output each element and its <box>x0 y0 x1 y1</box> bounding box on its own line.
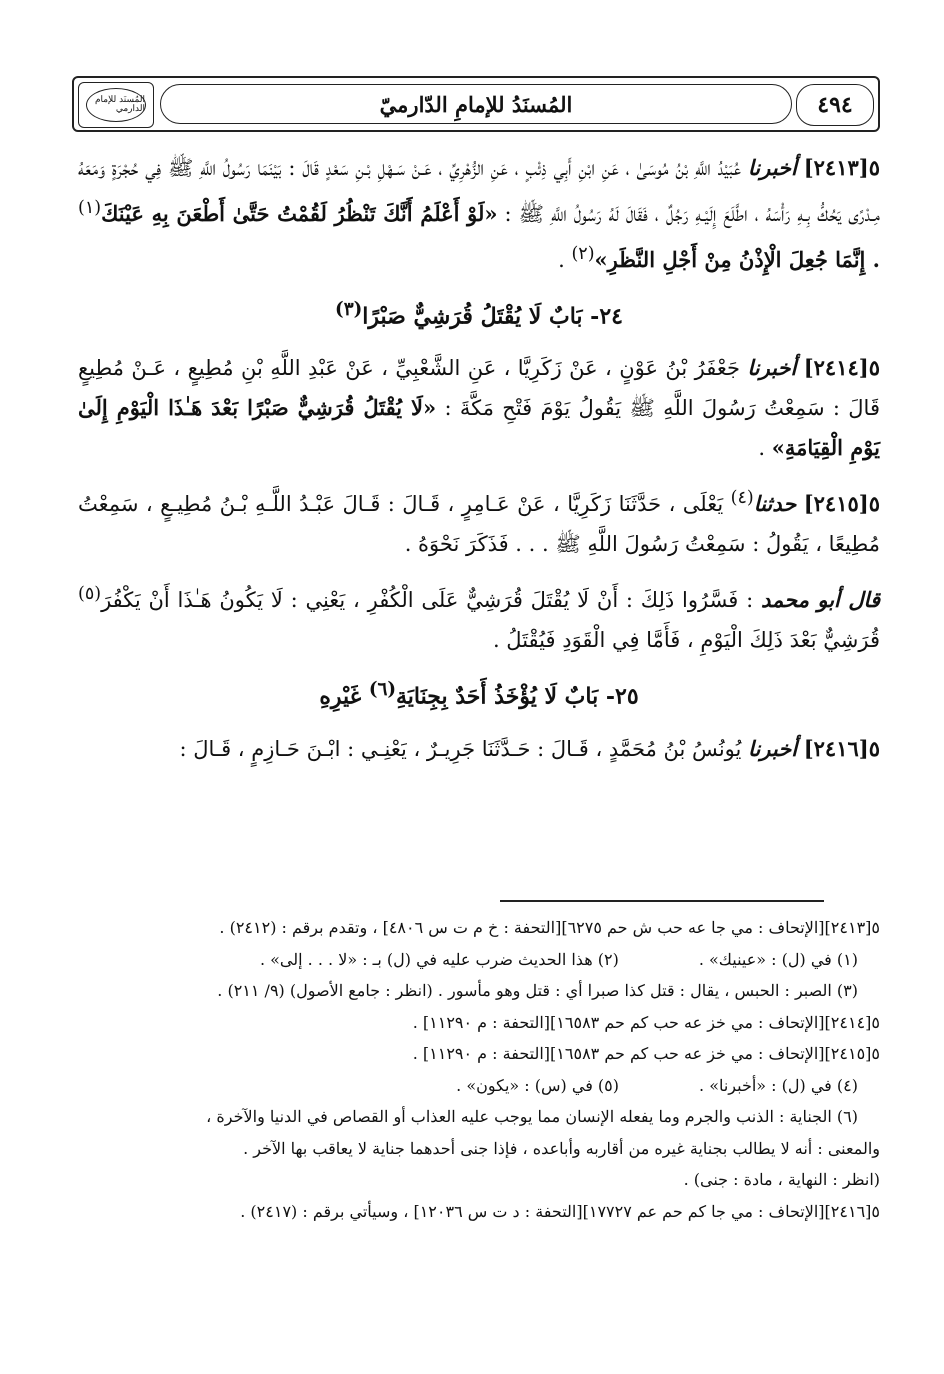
footnotes-section <box>78 912 880 1227</box>
narration-keyword: أخبرنا <box>747 355 797 381</box>
footnote-pair-1-2 <box>78 944 880 976</box>
page-header <box>72 76 880 132</box>
footnote-5: (٥) في (س) : «يكون» . <box>456 1075 620 1095</box>
chapter-heading-24 <box>78 290 880 336</box>
footnote-ref: (٣) <box>335 299 363 320</box>
footnote-ref: (٤) <box>730 488 754 509</box>
book-title: المُسنَدُ للإمامِ الدّارميّ <box>379 91 573 117</box>
footnote-ref: (٥) <box>78 584 102 605</box>
isnad-text: عُبَيْدُ اللَّهِ بْنُ مُوسَىٰ ، عَنِ ابْنِ أَبِي ذِئْبٍ ، عَنِ الزُّهْرِيِّ ، عَـنْ سَـهْلِ بْـنِ سَعْدٍ قَالَ : بَيْنَمَا رَسُولُ اللَّهِ ﷺ فِي حُجْرَةٍ وَمَعَهُ مِـدْرًى يَحُكُّ بِـهِ رَأْسَهُ ، اطَّلَعَ إِلَيْـهِ رَجُلٌ ، فَقَالَ لَهُ رَسُولُ اللَّهِ ﷺ : <box>78 156 880 226</box>
matn-text: «لَا يُقْتَلُ قُرَشِيٌّ صَبْرًا بَعْدَ هَـٰذَا الْيَوْمِ إِلَىٰ يَوْمِ الْقِيَامَةِ» <box>78 395 880 461</box>
chapter-title-end: غَيْرِهِ <box>319 683 362 710</box>
commentary-text: : فَسَّرُوا ذَلِكَ : أَنْ لَا يُقْتَلَ قُرَشِيٌّ عَلَى الْكُفْرِ ، يَعْنِي : لَا يَكُونُ هَـٰذَا أَنْ يَكْفُرَ <box>101 588 754 613</box>
main-text <box>78 148 880 779</box>
hadith-number: ٥[٢٤١٦] <box>803 735 880 761</box>
note-2414: ٥[٢٤١٤][الإتحاف : مي خز عه حب كم حم ١٦٥٨٣][التحفة : م ١١٢٩٠] . <box>412 1012 880 1032</box>
chapter-heading-25 <box>78 670 880 716</box>
matn-text-2: . إِنَّمَا جُعِلَ الْإِذْنُ مِنْ أَجْلِ النَّظَرِ» <box>594 247 880 272</box>
narration-keyword: أخبرنا <box>748 735 798 761</box>
logo-text: المُسنَد للإمام الدارمي <box>94 95 145 114</box>
commentary-keyword: قال أبو محمد <box>760 587 880 613</box>
isnad-text: جَعْفَرُ بْنُ عَوْنٍ ، عَنْ زَكَرِيَّا ، عَنِ الشَّعْبِيِّ ، عَنْ عَبْدِ اللَّهِ بْنِ مُطِيعٍ ، عَـنْ مُطِيعٍ قَالَ : سَمِعْتُ رَسُولَ اللَّهِ ﷺ يَقُولُ يَوْمَ فَتْحِ مَكَّةَ : <box>78 356 880 421</box>
chapter-title: ٢٥- بَابٌ لَا يُؤْخَذُ أَحَدٌ بِجِنَايَةِ <box>396 683 639 710</box>
hadith-text: يُونُسُ بْنُ مُحَمَّدٍ ، قَـالَ : حَـدَّثَنَا جَرِيـرٌ ، يَعْنِـي : ابْـنَ حَـازِمٍ ، قَـالَ : <box>179 736 742 761</box>
footnote-pair-4-5 <box>78 1070 880 1102</box>
hadith-2415 <box>78 478 880 564</box>
commentary-text-2: قُرَشِيٌّ بَعْدَ ذَلِكَ الْيَوْمِ ، فَأَمَّا فِي الْقَوَدِ فَيُقْتَلُ . <box>492 628 880 653</box>
hadith-2414 <box>78 348 880 468</box>
footnote-ref: (٢) <box>571 244 595 264</box>
hadith-2416 <box>78 729 880 769</box>
book-logo-icon <box>78 82 154 128</box>
hadith-text: يَعْلَى ، حَدَّثَنَا زَكَرِيَّا ، عَنْ عَـامِرٍ ، قَـالَ : قَـالَ عَبْـدُ اللَّـهِ بْـنُ مُطِيـعٍ ، سَمِعْتُ مُطِيعًا ، يَقُولُ : سَمِعْتُ رَسُولَ اللَّهِ ﷺ . . . فَذَكَرَ نَحْوَهُ . <box>78 492 880 557</box>
footnote-ref: (١) <box>78 198 102 218</box>
narration-keyword: أخبرنا <box>747 155 797 180</box>
commentary-abu-muhammad <box>78 574 880 660</box>
logo-emblem <box>86 88 146 122</box>
hadith-number: ٥[٢٤١٤] <box>803 355 880 381</box>
hadith-number: ٥[٢٤١٥] <box>803 491 880 517</box>
note-2415: ٥[٢٤١٥][الإتحاف : مي خز عه حب كم حم ١٦٥٨٣][التحفة : م ١١٢٩٠] . <box>412 1044 880 1063</box>
period: . <box>558 248 565 272</box>
footnote-6-line-3: (انظر : النهاية ، مادة : جنى) . <box>683 1170 880 1189</box>
chapter-title: ٢٤- بَابٌ لَا يُقْتَلُ قُرَشِيٌّ صَبْرًا <box>362 303 623 330</box>
footnote-ref: (٦) <box>368 679 397 701</box>
footnote-6-line-2: والمعنى : أنه لا يطالب بجناية غيره من أقاربه وأباعده ، فإذا جنى أحدهما جناية لا يعاقب بها الآخر . <box>243 1138 880 1158</box>
matn-text: «لَوْ أَعْلَمُ أَنَّكَ تَنْظُرُ لَقُمْتُ حَتَّىٰ أَطْعَنَ بِهِ عَيْنَكَ <box>101 201 498 226</box>
footnote-4: (٤) في (ل) : «أخبرنا» . <box>699 1075 858 1095</box>
note-2416: ٥[٢٤١٦][الإتحاف : مي جا كم حم عم ١٧٧٢٧][التحفة : د ت س ١٢٠٣٦] ، وسيأتي برقم : (٢٤١٧) . <box>240 1201 880 1221</box>
footnote-divider <box>500 900 824 902</box>
note-2413: ٥[٢٤١٣][الإتحاف : مي جا عه حب ش حم ٦٢٧٥][التحفة : خ م ت س ٤٨٠٦] ، وتقدم برقم : (٢٤١٢) . <box>219 918 880 937</box>
footnote-2: (٢) هذا الحديث ضرب عليه في (ل) بـ : «لا . . . إلى» . <box>259 949 619 969</box>
footnote-3: (٣) الصبر : الحبس ، يقال : قتل كذا صبرا أي : قتل وهو مأسور . (انظر : جامع الأصول) (٩/ ٢١١) . <box>217 981 858 1000</box>
footnote-6-line-1: (٦) الجناية : الذنب والجرم وما يفعله الإنسان مما يوجب عليه العذاب أو القصاص في الدنيا والآخرة ، <box>206 1107 858 1126</box>
narration-keyword: حدثنا <box>753 491 797 517</box>
title-frame <box>160 84 792 124</box>
hadith-number: ٥[٢٤١٣] <box>803 155 880 180</box>
hadith-2413 <box>78 148 880 280</box>
page-number: ٤٩٤ <box>796 84 874 126</box>
footnote-1: (١) في (ل) : «عينيك» . <box>698 949 858 969</box>
period: . <box>758 436 766 461</box>
